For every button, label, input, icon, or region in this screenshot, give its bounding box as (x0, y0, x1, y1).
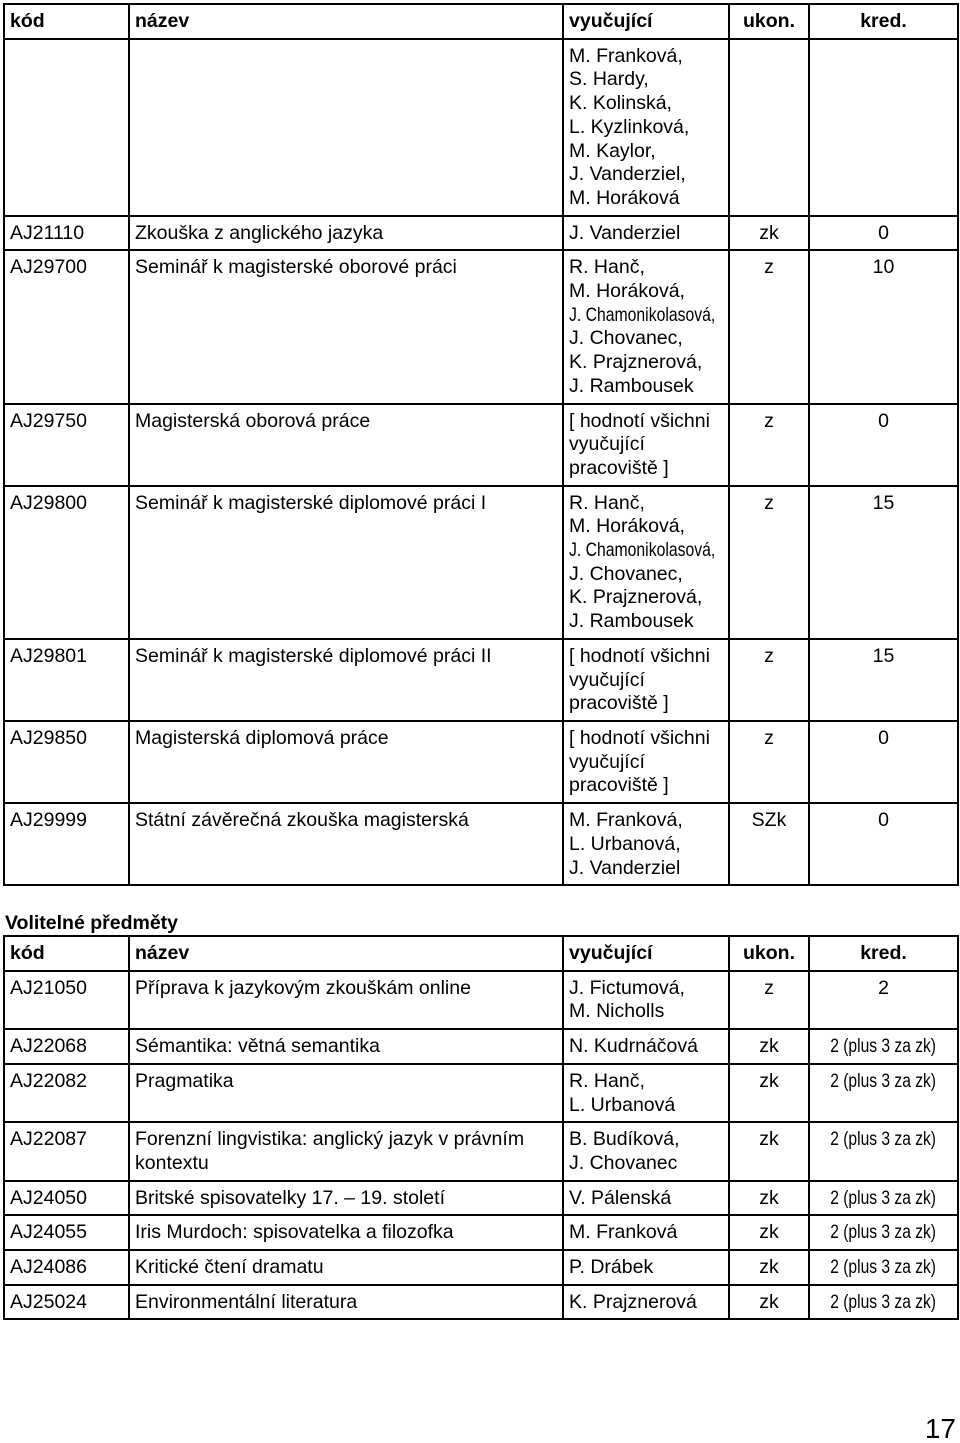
column-header-teachers: vyučující (563, 936, 729, 971)
course-teachers (563, 1122, 729, 1180)
course-name: Britské spisovatelky 17. – 19. století (129, 1181, 563, 1216)
completion-type: zk (729, 1064, 809, 1122)
teacher-name: K. Kolinská, (569, 92, 672, 115)
completion-type: z (729, 250, 809, 403)
course-code: AJ22087 (4, 1122, 129, 1180)
teacher-line (569, 1000, 723, 1024)
teacher-line (569, 563, 723, 587)
teacher-line (569, 187, 723, 211)
credits-value: 0 (878, 409, 889, 432)
course-code (4, 39, 129, 216)
teacher-line (569, 515, 723, 539)
course-row (4, 1215, 958, 1250)
teacher-name: R. Hanč, (569, 491, 645, 514)
column-header-completion: ukon. (729, 4, 809, 39)
teacher-name: M. Horáková, (569, 280, 685, 303)
teacher-line (569, 1094, 723, 1118)
teacher-name: J. Chamonikolasová, (569, 303, 716, 326)
column-header-name: název (129, 936, 563, 971)
course-name: Státní závěrečná zkouška magisterská (129, 803, 563, 885)
credits-value: 0 (878, 221, 889, 244)
teacher-name: K. Prajznerová, (569, 586, 703, 609)
teacher-line (569, 140, 723, 164)
course-name: Iris Murdoch: spisovatelka a filozofka (129, 1215, 563, 1250)
course-name: Magisterská diplomová práce (129, 721, 563, 803)
course-teachers (563, 1181, 729, 1216)
teacher-name: J. Chamonikolasová, (569, 539, 716, 562)
course-code: AJ25024 (4, 1285, 129, 1320)
course-row (4, 639, 958, 721)
course-code: AJ29850 (4, 721, 129, 803)
section-title: Volitelné předměty (5, 912, 179, 934)
course-code: AJ22082 (4, 1064, 129, 1122)
course-code: AJ29999 (4, 803, 129, 885)
teacher-name: M. Horáková (569, 186, 680, 209)
table-body (4, 39, 958, 886)
completion-type: zk (729, 1250, 809, 1285)
credits (809, 1250, 958, 1285)
teacher-line (569, 492, 723, 516)
course-row (4, 803, 958, 885)
teacher-name: J. Vanderziel, (569, 163, 686, 186)
credits-value: 15 (872, 491, 895, 514)
teacher-name: M. Franková, (569, 44, 683, 67)
completion-type: zk (729, 1215, 809, 1250)
course-teachers (563, 39, 729, 216)
teacher-name: R. Hanč, (569, 256, 645, 279)
teacher-line (569, 256, 723, 280)
teacher-line (569, 1187, 723, 1211)
course-name: Seminář k magisterské oborové práci (129, 250, 563, 403)
course-row (4, 1181, 958, 1216)
course-teachers (563, 250, 729, 403)
completion-type: z (729, 721, 809, 803)
credits-value: 2 (plus 3 za zk) (830, 1221, 937, 1244)
credits (809, 1181, 958, 1216)
credits (809, 971, 958, 1029)
column-header-completion: ukon. (729, 936, 809, 971)
teacher-name: V. Pálenská (569, 1186, 672, 1209)
completion-type: z (729, 404, 809, 486)
course-row (4, 1029, 958, 1064)
teacher-line (569, 1256, 723, 1280)
teacher-line (569, 1291, 723, 1315)
course-name: Environmentální literatura (129, 1285, 563, 1320)
credits-value: 2 (plus 3 za zk) (830, 1128, 937, 1151)
table-header (4, 936, 958, 971)
course-teachers: [ hodnotí všichni vyučující pracoviště ] (563, 639, 729, 721)
table-body (4, 971, 958, 1320)
teacher-name: J. Chovanec, (569, 327, 683, 350)
teacher-name: J. Rambousek (569, 610, 694, 633)
course-teachers (563, 216, 729, 251)
teacher-name: K. Prajznerová, (569, 351, 703, 374)
table-header-row (4, 4, 958, 39)
completion-type: z (729, 971, 809, 1029)
teacher-name: N. Kudrnáčová (569, 1035, 698, 1058)
teacher-name: P. Drábek (569, 1256, 654, 1279)
teacher-line (569, 586, 723, 610)
course-table-continued (3, 3, 959, 886)
teacher-line (569, 610, 723, 634)
credits-value: 2 (878, 976, 889, 999)
credits-value: 15 (872, 644, 895, 667)
teacher-name: S. Hardy, (569, 68, 649, 91)
credits (809, 216, 958, 251)
credits-value: 0 (878, 809, 889, 832)
course-name: Sémantika: větná semantika (129, 1029, 563, 1064)
course-row (4, 404, 958, 486)
column-header-name: název (129, 4, 563, 39)
completion-type: z (729, 639, 809, 721)
teacher-name: J. Chovanec, (569, 562, 683, 585)
teacher-line (569, 304, 723, 328)
teacher-line (569, 351, 723, 375)
teacher-line (569, 375, 723, 399)
completion-type: zk (729, 1181, 809, 1216)
course-teachers (563, 1029, 729, 1064)
course-teachers (563, 486, 729, 639)
teacher-line (569, 92, 723, 116)
completion-type: SZk (729, 803, 809, 885)
course-code: AJ24086 (4, 1250, 129, 1285)
course-name: Pragmatika (129, 1064, 563, 1122)
teacher-name: K. Prajznerová (569, 1290, 697, 1313)
teacher-name: L. Urbanová (569, 1093, 676, 1116)
credits (809, 639, 958, 721)
course-teachers (563, 1250, 729, 1285)
course-teachers (563, 1285, 729, 1320)
teacher-name: L. Kyzlinková, (569, 115, 690, 138)
course-name: Seminář k magisterské diplomové práci II (129, 639, 563, 721)
elective-courses-table (3, 935, 959, 1320)
course-name: Forenzní lingvistika: anglický jazyk v právním kontextu (129, 1122, 563, 1180)
completion-type: zk (729, 1122, 809, 1180)
course-teachers (563, 803, 729, 885)
teacher-name: L. Urbanová, (569, 832, 681, 855)
course-code: AJ29801 (4, 639, 129, 721)
course-code: AJ29700 (4, 250, 129, 403)
credits-value: 2 (plus 3 za zk) (830, 1186, 937, 1209)
course-row (4, 250, 958, 403)
credits-value: 2 (plus 3 za zk) (830, 1069, 937, 1092)
credits-value: 10 (872, 256, 895, 279)
course-name (129, 39, 563, 216)
course-row (4, 486, 958, 639)
teacher-name: B. Budíková, (569, 1128, 680, 1151)
completion-type: zk (729, 216, 809, 251)
course-teachers: [ hodnotí všichni vyučující pracoviště ] (563, 404, 729, 486)
course-name: Kritické čtení dramatu (129, 1250, 563, 1285)
teacher-line (569, 1221, 723, 1245)
credits-value: 0 (878, 726, 889, 749)
course-code: AJ22068 (4, 1029, 129, 1064)
teacher-line (569, 1070, 723, 1094)
credits (809, 250, 958, 403)
course-row (4, 971, 958, 1029)
completion-type: zk (729, 1029, 809, 1064)
teacher-name: R. Hanč, (569, 1069, 645, 1092)
teacher-line (569, 68, 723, 92)
completion-type (729, 39, 809, 216)
credits-value: 2 (plus 3 za zk) (830, 1035, 937, 1058)
course-name: Zkouška z anglického jazyka (129, 216, 563, 251)
teacher-line (569, 222, 723, 246)
teacher-name: M. Franková, (569, 809, 683, 832)
course-row (4, 1250, 958, 1285)
page-number: 17 (924, 1413, 956, 1443)
teacher-name: J. Fictumová, (569, 976, 685, 999)
teacher-line (569, 539, 723, 563)
course-name: Seminář k magisterské diplomové práci I (129, 486, 563, 639)
teacher-name: M. Franková (569, 1221, 678, 1244)
teacher-line (569, 116, 723, 140)
teacher-name: J. Rambousek (569, 374, 694, 397)
teacher-line (569, 833, 723, 857)
course-teachers (563, 971, 729, 1029)
course-code: AJ21050 (4, 971, 129, 1029)
table-header-row (4, 936, 958, 971)
credits (809, 1122, 958, 1180)
credits (809, 803, 958, 885)
course-row (4, 721, 958, 803)
completion-type: zk (729, 1285, 809, 1320)
teacher-line (569, 1152, 723, 1176)
teacher-line (569, 327, 723, 351)
credits (809, 404, 958, 486)
course-code: AJ21110 (4, 216, 129, 251)
teacher-line (569, 977, 723, 1001)
course-teachers: [ hodnotí všichni vyučující pracoviště ] (563, 721, 729, 803)
teacher-line (569, 280, 723, 304)
teacher-name: J. Chovanec (569, 1151, 678, 1174)
teacher-line (569, 1128, 723, 1152)
course-row (4, 39, 958, 216)
course-name: Příprava k jazykovým zkouškám online (129, 971, 563, 1029)
credits-value: 2 (plus 3 za zk) (830, 1290, 937, 1313)
course-teachers (563, 1215, 729, 1250)
column-header-code: kód (4, 4, 129, 39)
teacher-line (569, 1035, 723, 1059)
column-header-teachers: vyučující (563, 4, 729, 39)
teacher-name: J. Vanderziel (569, 221, 681, 244)
teacher-line (569, 163, 723, 187)
course-row (4, 1064, 958, 1122)
course-code: AJ24055 (4, 1215, 129, 1250)
credits (809, 1064, 958, 1122)
teacher-line (569, 857, 723, 881)
credits (809, 1215, 958, 1250)
completion-type: z (729, 486, 809, 639)
course-row (4, 1285, 958, 1320)
teacher-name: M. Kaylor, (569, 139, 656, 162)
table-header (4, 4, 958, 39)
column-header-credits: kred. (809, 936, 958, 971)
course-code: AJ29750 (4, 404, 129, 486)
teacher-line (569, 45, 723, 69)
teacher-name: M. Horáková, (569, 515, 685, 538)
course-row (4, 1122, 958, 1180)
teacher-name: J. Vanderziel (569, 856, 681, 879)
column-header-code: kód (4, 936, 129, 971)
course-name: Magisterská oborová práce (129, 404, 563, 486)
credits-value: 2 (plus 3 za zk) (830, 1256, 937, 1279)
teacher-line (569, 809, 723, 833)
course-teachers (563, 1064, 729, 1122)
course-code: AJ24050 (4, 1181, 129, 1216)
course-code: AJ29800 (4, 486, 129, 639)
credits (809, 39, 958, 216)
credits (809, 486, 958, 639)
credits (809, 1285, 958, 1320)
credits (809, 1029, 958, 1064)
teacher-name: M. Nicholls (569, 1000, 665, 1023)
credits (809, 721, 958, 803)
column-header-credits: kred. (809, 4, 958, 39)
course-row (4, 216, 958, 251)
